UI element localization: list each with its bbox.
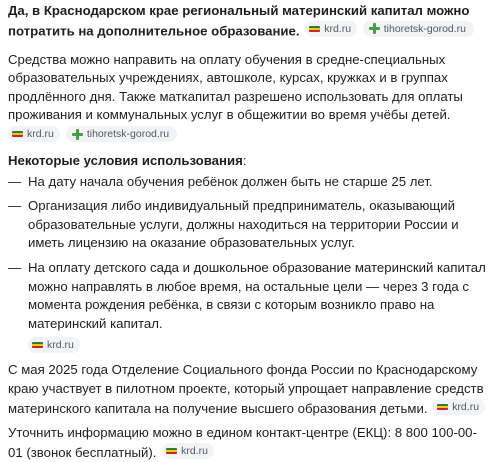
source-label: krd.ru [324,23,352,36]
source-label: krd.ru [181,444,208,457]
bullet-dash: — [8,173,22,189]
green-cross-icon [369,23,380,34]
bullet-dash: — [8,198,22,214]
krasnodar-flag-icon [12,129,23,139]
source-chip-krd[interactable] [433,399,485,415]
list-item [8,197,490,253]
source-label: krd.ru [27,128,54,141]
conditions-heading-text: Некоторые условия использования [8,153,243,169]
list-item-text: Организация либо индивидуальный предприниматель, оказывающий образовательные услуги, должны находиться на территории России и иметь лицензию на оказание образовательных услуг. [28,198,459,251]
list-item-text: На оплату детского сада и дошкольное образование материнский капитал можно направлять в любое время, на остальные цели — через 3 года с момента рождения ребёнка, в связи с которым возникло право на материнский капитал. [28,260,486,331]
green-cross-icon [72,129,83,140]
source-chip-krd[interactable] [305,21,357,37]
funds-paragraph [8,51,490,125]
heading-colon: : [242,153,247,169]
conditions-sources [8,337,490,353]
funds-text: Средства можно направить на оплату обучения в средне-специальных образовательных учреждениях, автошколе, курсах, кружках и в группах продлённого дня. Также маткапитал разрешено использовать для оплаты проживания и коммунальных услуг в общежитии во время учёбы детей. [8,51,463,123]
conditions-heading [8,152,490,171]
krasnodar-flag-icon [309,24,320,34]
conditions-list [8,173,490,334]
source-label: tihoretsk-gorod.ru [86,128,170,141]
contact-text: Уточнить информацию можно в едином контакт-центре (ЕКЦ): 8 800 100-00-01 (звонок бесплатный). [8,425,477,460]
source-label: tihoretsk-gorod.ru [383,22,467,35]
intro-paragraph [8,0,490,41]
pilot-paragraph [8,361,490,418]
source-chip-krd[interactable] [8,126,60,142]
krasnodar-flag-icon [437,402,448,412]
source-chip-tihoretsk[interactable] [363,21,474,37]
source-label: krd.ru [452,400,480,413]
bullet-dash: — [8,260,22,276]
krasnodar-flag-icon [32,340,43,350]
list-item [8,173,490,192]
intro-text: Да, в Краснодарском крае региональный материнский капитал можно потратить на дополнительное образование. [8,3,470,39]
source-label: krd.ru [47,339,74,352]
pilot-text: С мая 2025 года Отделение Социального фонда России по Краснодарскому краю участвует в пилотном проекте, который упрощает направление средств материнского капитала на получение высшего образования детьми. [8,362,484,416]
funds-sources [8,126,490,142]
contact-paragraph [8,424,490,462]
list-item [8,259,490,333]
source-chip-tihoretsk[interactable] [66,126,177,142]
source-chip-krd[interactable] [28,337,80,353]
source-chip-krd[interactable] [162,443,214,459]
list-item-text: На дату начала обучения ребёнок должен быть не старше 25 лет. [28,173,433,189]
krasnodar-flag-icon [166,446,177,456]
